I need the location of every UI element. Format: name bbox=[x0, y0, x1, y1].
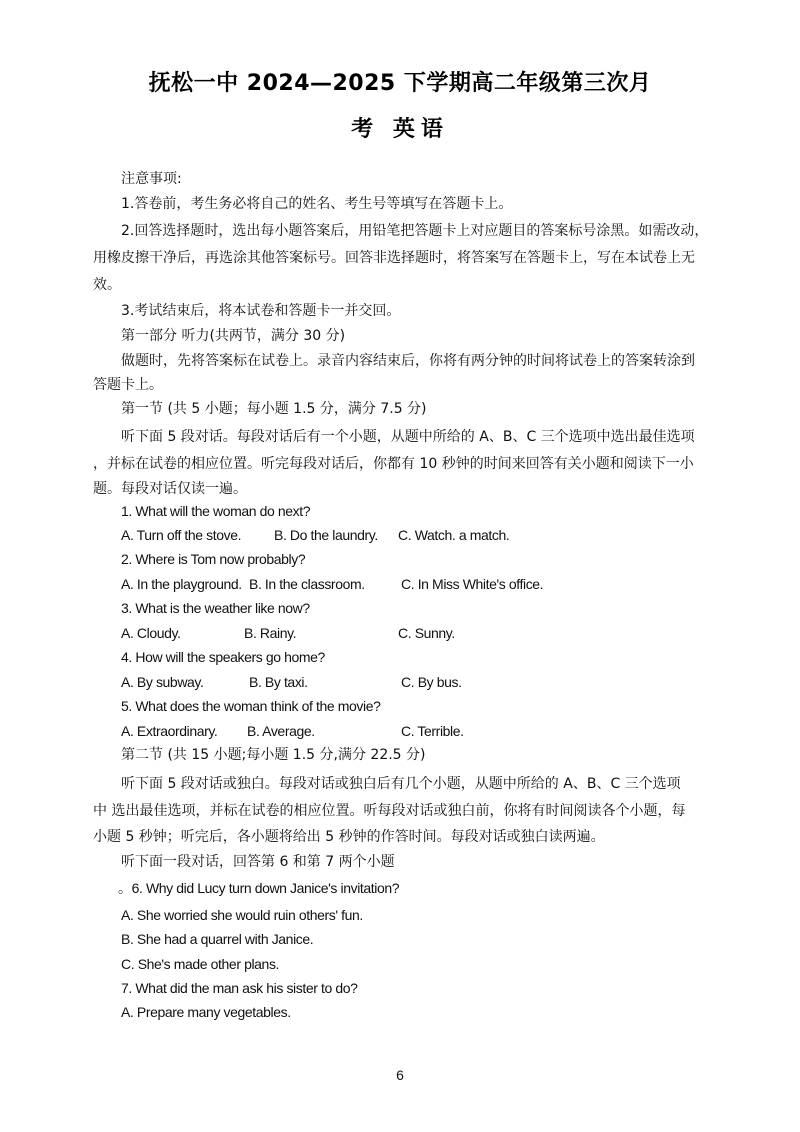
section2-intro-line-2: 中 选出最佳选项，并标在试卷的相应位置。听每段对话或独白前，你将有时间阅读各个小题，每 bbox=[93, 803, 686, 819]
question-6: 。6. Why did Lucy turn down Janice's invitation? bbox=[118, 880, 400, 896]
question-1-option-b: B. Do the laundry. bbox=[274, 527, 378, 543]
question-3: 3. What is the weather like now? bbox=[121, 600, 310, 616]
section2-heading: 第二节 (共 15 小题;每小题 1.5 分,满分 22.5 分) bbox=[121, 747, 426, 763]
question-4-option-a: A. By subway. bbox=[121, 674, 204, 690]
question-2-option-a: A. In the playground. bbox=[121, 576, 242, 592]
part1-heading: 第一部分 听力(共两节，满分 30 分) bbox=[121, 328, 346, 344]
exam-title: 抚松一中 2024—2025 下学期高二年级第三次月 bbox=[148, 71, 652, 96]
notice-item-2-line-2: 用橡皮擦干净后，再选涂其他答案标号。回答非选择题时，将答案写在答题卡上，写在本试卷上无 bbox=[93, 250, 695, 266]
question-5-option-b: B. Average. bbox=[247, 723, 315, 739]
question-3-option-c: C. Sunny. bbox=[398, 625, 455, 641]
question-4-option-b: B. By taxi. bbox=[249, 674, 308, 690]
question-2: 2. Where is Tom now probably? bbox=[121, 551, 306, 567]
question-2-option-b: B. In the classroom. bbox=[249, 576, 365, 592]
question-2-option-c: C. In Miss White's office. bbox=[401, 576, 544, 592]
question-3-option-a: A. Cloudy. bbox=[121, 625, 181, 641]
section2-intro-line-3: 小题 5 秒钟；听完后，各小题将给出 5 秒钟的作答时间。每段对话或独白读两遍。 bbox=[93, 829, 605, 845]
dialog-intro: 听下面一段对话，回答第 6 和第 7 两个小题 bbox=[121, 854, 395, 870]
question-5-option-a: A. Extraordinary. bbox=[121, 723, 218, 739]
section1-intro-line-3: 题。每段对话仅读一遍。 bbox=[93, 481, 247, 497]
section2-intro-line-1: 听下面 5 段对话或独白。每段对话或独白后有几个小题，从题中所给的 A、B、C 三个选项 bbox=[121, 776, 681, 792]
question-3-option-b: B. Rainy. bbox=[244, 625, 297, 641]
notice-item-2-line-1: 2.回答选择题时，选出每小题答案后，用铅笔把答题卡上对应题目的答案标号涂黑。如需改动， bbox=[121, 223, 709, 239]
question-6-option-a: A. She worried she would ruin others' fun. bbox=[121, 907, 363, 923]
part1-intro-line-1: 做题时，先将答案标在试卷上。录音内容结束后，你将有两分钟的时间将试卷上的答案转涂到 bbox=[121, 353, 695, 369]
notice-item-1: 1.答卷前，考生务必将自己的姓名、考生号等填写在答题卡上。 bbox=[121, 196, 513, 212]
section1-heading: 第一节 (共 5 小题；每小题 1.5 分，满分 7.5 分) bbox=[121, 401, 427, 417]
question-7: 7. What did the man ask his sister to do? bbox=[121, 980, 358, 996]
question-1-option-c: C. Watch. a match. bbox=[398, 527, 510, 543]
question-1: 1. What will the woman do next? bbox=[121, 503, 311, 519]
notice-heading: 注意事项: bbox=[121, 171, 182, 187]
notice-item-2-line-3: 效。 bbox=[93, 277, 121, 293]
question-6-option-b: B. She had a quarrel with Janice. bbox=[121, 931, 314, 947]
question-4-option-c: C. By bus. bbox=[401, 674, 462, 690]
section1-intro-line-1: 听下面 5 段对话。每段对话后有一个小题，从题中所给的 A、B、C 三个选项中选出最佳选项 bbox=[121, 429, 695, 445]
question-5: 5. What does the woman think of the movie? bbox=[121, 698, 381, 714]
question-7-option-a: A. Prepare many vegetables. bbox=[121, 1004, 291, 1020]
question-6-option-c: C. She's made other plans. bbox=[121, 956, 280, 972]
question-5-option-c: C. Terrible. bbox=[401, 723, 464, 739]
exam-subtitle: 考 英语 bbox=[351, 117, 449, 142]
notice-item-3: 3.考试结束后，将本试卷和答题卡一并交回。 bbox=[121, 303, 401, 319]
part1-intro-line-2: 答题卡上。 bbox=[93, 377, 163, 393]
question-1-option-a: A. Turn off the stove. bbox=[121, 527, 242, 543]
page-number: 6 bbox=[396, 1067, 404, 1083]
question-4: 4. How will the speakers go home? bbox=[121, 649, 325, 665]
section1-intro-line-2: ，并标在试卷的相应位置。听完每段对话后，你都有 10 秒钟的时间来回答有关小题和阅读下一小 bbox=[93, 456, 694, 472]
